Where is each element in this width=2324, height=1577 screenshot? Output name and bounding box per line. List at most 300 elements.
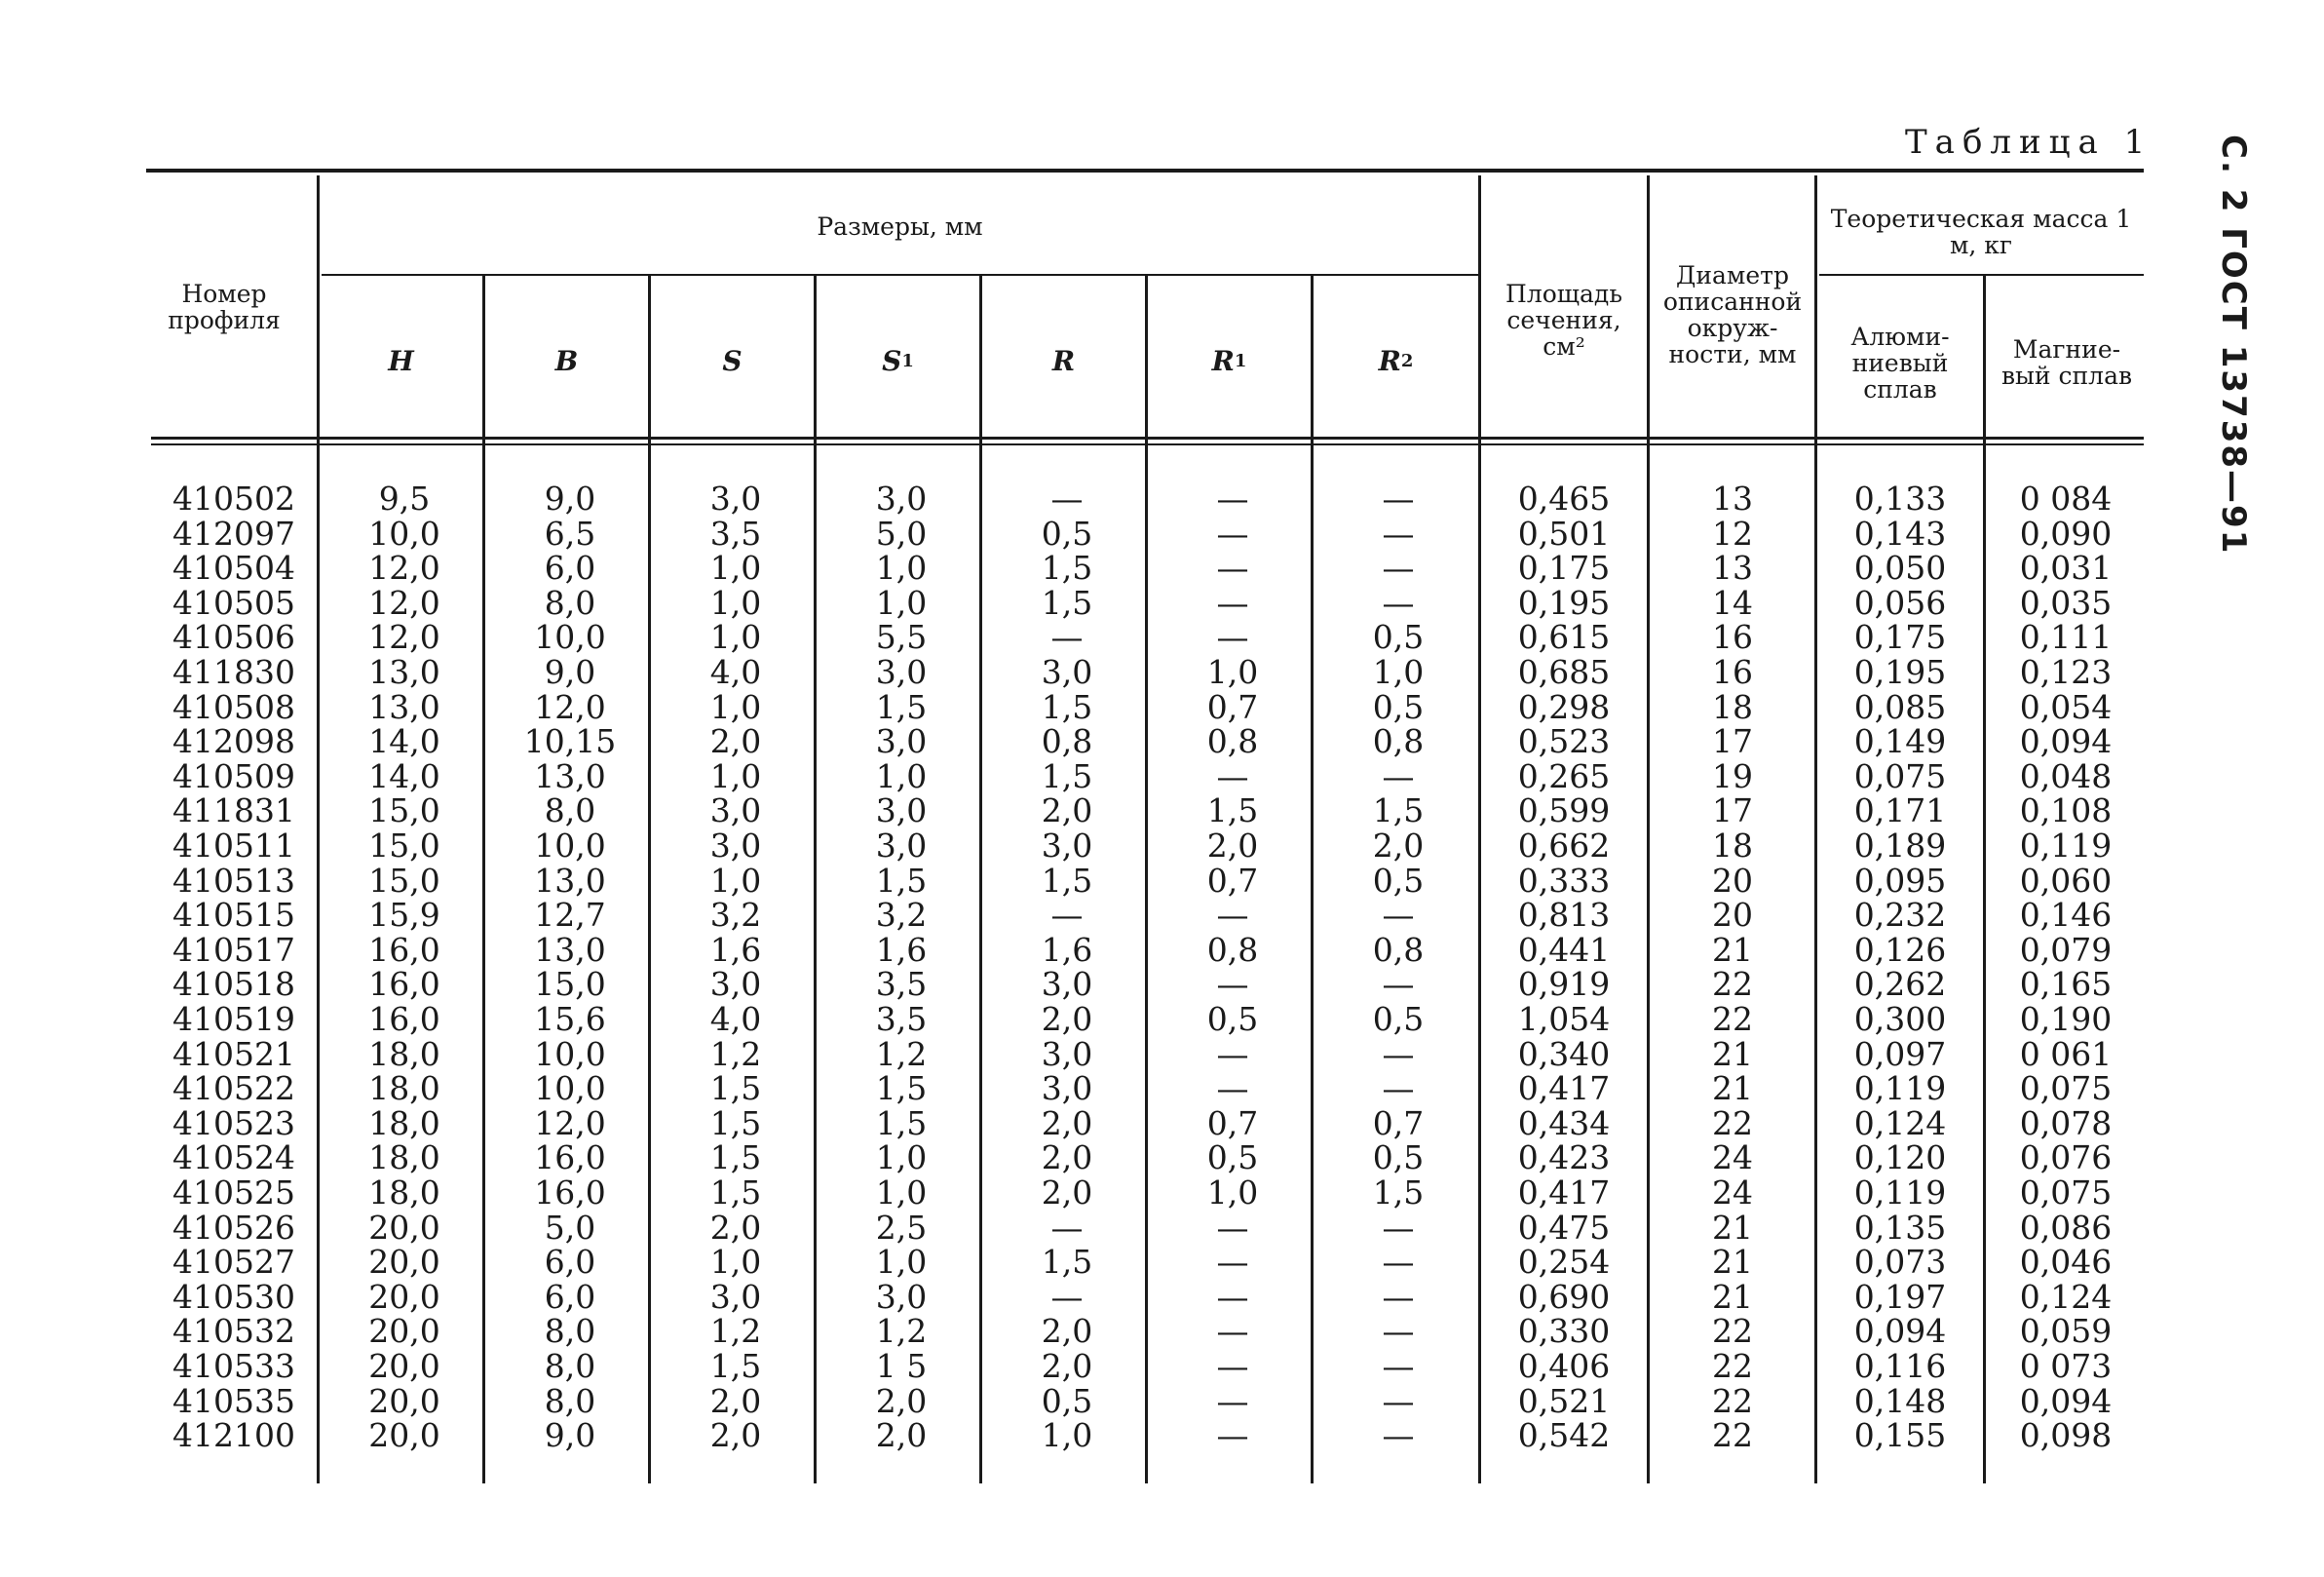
cell-aluminum: 0,197 xyxy=(1853,1277,1947,1316)
cell-aluminum: 0,133 xyxy=(1853,480,1947,518)
cell-magnesium: 0,031 xyxy=(2019,549,2113,588)
cell-s: 1,0 xyxy=(709,618,762,657)
header-area: Площадь сечения, см² xyxy=(1505,279,1622,361)
cell-area: 0,685 xyxy=(1517,653,1611,691)
cell-s1: 3,5 xyxy=(875,965,928,1004)
cell-r1: 1,5 xyxy=(1206,791,1259,830)
cell-area: 0,441 xyxy=(1517,930,1611,969)
cell-r: — xyxy=(1050,896,1084,935)
cell-s: 1,0 xyxy=(709,687,762,726)
cell-r2: — xyxy=(1382,480,1415,518)
cell-b: 10,0 xyxy=(534,827,606,865)
column-divider xyxy=(1311,276,1314,1483)
cell-s: 2,0 xyxy=(709,722,762,761)
cell-magnesium: 0 073 xyxy=(2019,1347,2113,1385)
cell-r2: 0,5 xyxy=(1372,861,1425,900)
cell-h: 14,0 xyxy=(368,722,440,761)
cell-s: 2,0 xyxy=(709,1381,762,1420)
cell-r: 2,0 xyxy=(1041,1000,1093,1038)
cell-s1: 1 5 xyxy=(875,1347,928,1385)
cell-r: 1,5 xyxy=(1041,861,1093,900)
cell-r: 2,0 xyxy=(1041,1312,1093,1351)
cell-s: 1,6 xyxy=(709,930,762,969)
cell-r: 1,5 xyxy=(1041,583,1093,622)
cell-b: 10,0 xyxy=(534,1069,606,1108)
cell-aluminum: 0,189 xyxy=(1853,827,1947,865)
header-diameter: Диаметр описанной окруж-ности, мм xyxy=(1662,260,1803,368)
cell-area: 0,340 xyxy=(1517,1034,1611,1073)
cell-magnesium: 0,094 xyxy=(2019,1381,2113,1420)
column-divider xyxy=(814,276,817,1483)
cell-area: 0,690 xyxy=(1517,1277,1611,1316)
cell-b: 8,0 xyxy=(544,583,596,622)
cell-s1: 1,5 xyxy=(875,1069,928,1108)
cell-profile: 410517 xyxy=(172,930,295,969)
cell-r1: — xyxy=(1216,1208,1249,1247)
cell-s1: 1,0 xyxy=(875,583,928,622)
cell-s: 1,5 xyxy=(709,1138,762,1177)
cell-b: 6,0 xyxy=(544,549,596,588)
header-magnesium: Магние-вый сплав xyxy=(2000,335,2133,390)
cell-r1: 0,7 xyxy=(1206,1103,1259,1142)
cell-r1: 1,0 xyxy=(1206,1173,1259,1212)
cell-r2: 0,5 xyxy=(1372,1138,1425,1177)
cell-magnesium: 0,054 xyxy=(2019,687,2113,726)
header-R1-symbol: R xyxy=(1211,344,1235,377)
cell-profile: 410519 xyxy=(172,1000,295,1038)
cell-r2: — xyxy=(1382,1277,1415,1316)
cell-h: 20,0 xyxy=(368,1381,440,1420)
cell-aluminum: 0,195 xyxy=(1853,653,1947,691)
cell-r2: — xyxy=(1382,1208,1415,1247)
cell-diameter: 20 xyxy=(1712,861,1753,900)
cell-r1: — xyxy=(1216,1277,1249,1316)
cell-h: 20,0 xyxy=(368,1312,440,1351)
header-R2-symbol: R xyxy=(1378,344,1401,377)
cell-s: 4,0 xyxy=(709,1000,762,1038)
cell-s1: 3,0 xyxy=(875,480,928,518)
header-R2 xyxy=(1314,341,1478,380)
cell-diameter: 21 xyxy=(1712,1277,1753,1316)
cell-diameter: 22 xyxy=(1712,1381,1753,1420)
cell-h: 14,0 xyxy=(368,756,440,795)
cell-diameter: 13 xyxy=(1712,549,1753,588)
cell-profile: 410530 xyxy=(172,1277,295,1316)
cell-b: 6,0 xyxy=(544,1277,596,1316)
cell-magnesium: 0,086 xyxy=(2019,1208,2113,1247)
cell-diameter: 16 xyxy=(1712,653,1753,691)
cell-r2: 1,5 xyxy=(1372,1173,1425,1212)
cell-s: 1,5 xyxy=(709,1347,762,1385)
cell-b: 13,0 xyxy=(534,861,606,900)
cell-s: 1,0 xyxy=(709,1243,762,1282)
cell-aluminum: 0,120 xyxy=(1853,1138,1947,1177)
page-header: С. 2 ГОСТ 13738—91 xyxy=(2214,135,2253,556)
cell-area: 1,054 xyxy=(1517,1000,1611,1038)
cell-r: 1,5 xyxy=(1041,756,1093,795)
cell-r: 2,0 xyxy=(1041,1138,1093,1177)
cell-r2: — xyxy=(1382,1034,1415,1073)
cell-r: 3,0 xyxy=(1041,653,1093,691)
cell-r1: 0,7 xyxy=(1206,861,1259,900)
cell-magnesium: 0 084 xyxy=(2019,480,2113,518)
cell-r1: — xyxy=(1216,549,1249,588)
cell-r2: — xyxy=(1382,549,1415,588)
column-divider xyxy=(1145,276,1148,1483)
cell-h: 16,0 xyxy=(368,930,440,969)
cell-profile: 410515 xyxy=(172,896,295,935)
cell-s: 1,2 xyxy=(709,1034,762,1073)
cell-aluminum: 0,095 xyxy=(1853,861,1947,900)
cell-area: 0,265 xyxy=(1517,756,1611,795)
column-divider xyxy=(1647,175,1650,1483)
cell-area: 0,662 xyxy=(1517,827,1611,865)
cell-r1: — xyxy=(1216,1347,1249,1385)
cell-s: 3,0 xyxy=(709,965,762,1004)
cell-s: 1,5 xyxy=(709,1103,762,1142)
cell-r1: — xyxy=(1216,965,1249,1004)
cell-area: 0,298 xyxy=(1517,687,1611,726)
cell-area: 0,523 xyxy=(1517,722,1611,761)
cell-profile: 410518 xyxy=(172,965,295,1004)
cell-s1: 1,5 xyxy=(875,1103,928,1142)
cell-r2: — xyxy=(1382,514,1415,553)
cell-r2: 1,5 xyxy=(1372,791,1425,830)
cell-magnesium: 0,090 xyxy=(2019,514,2113,553)
cell-b: 10,0 xyxy=(534,1034,606,1073)
cell-magnesium: 0,190 xyxy=(2019,1000,2113,1038)
cell-profile: 412100 xyxy=(172,1416,295,1455)
cell-s1: 1,0 xyxy=(875,1243,928,1282)
cell-r: 3,0 xyxy=(1041,965,1093,1004)
cell-r: — xyxy=(1050,618,1084,657)
cell-magnesium: 0,075 xyxy=(2019,1069,2113,1108)
cell-r: 2,0 xyxy=(1041,1103,1093,1142)
cell-b: 9,0 xyxy=(544,480,596,518)
cell-diameter: 12 xyxy=(1712,514,1753,553)
cell-diameter: 21 xyxy=(1712,1208,1753,1247)
cell-h: 18,0 xyxy=(368,1034,440,1073)
cell-aluminum: 0,094 xyxy=(1853,1312,1947,1351)
cell-b: 6,0 xyxy=(544,1243,596,1282)
cell-r: 2,0 xyxy=(1041,791,1093,830)
cell-s1: 1,0 xyxy=(875,1173,928,1212)
cell-s: 1,0 xyxy=(709,583,762,622)
table-top-rule xyxy=(146,169,2144,173)
cell-s1: 1,0 xyxy=(875,756,928,795)
cell-r2: — xyxy=(1382,1347,1415,1385)
cell-diameter: 21 xyxy=(1712,1034,1753,1073)
cell-s: 3,0 xyxy=(709,480,762,518)
cell-diameter: 20 xyxy=(1712,896,1753,935)
cell-magnesium: 0,165 xyxy=(2019,965,2113,1004)
cell-s: 3,5 xyxy=(709,514,762,553)
cell-magnesium: 0,046 xyxy=(2019,1243,2113,1282)
cell-h: 13,0 xyxy=(368,653,440,691)
cell-r1: 0,7 xyxy=(1206,687,1259,726)
cell-aluminum: 0,300 xyxy=(1853,1000,1947,1038)
cell-b: 16,0 xyxy=(534,1138,606,1177)
cell-profile: 410506 xyxy=(172,618,295,657)
cell-b: 15,0 xyxy=(534,965,606,1004)
cell-r: 1,0 xyxy=(1041,1416,1093,1455)
cell-aluminum: 0,119 xyxy=(1853,1173,1947,1212)
cell-s: 3,2 xyxy=(709,896,762,935)
cell-magnesium: 0,098 xyxy=(2019,1416,2113,1455)
column-divider xyxy=(1983,276,1986,1483)
cell-diameter: 22 xyxy=(1712,1312,1753,1351)
cell-aluminum: 0,050 xyxy=(1853,549,1947,588)
cell-profile: 410527 xyxy=(172,1243,295,1282)
cell-diameter: 18 xyxy=(1712,687,1753,726)
cell-magnesium: 0,076 xyxy=(2019,1138,2113,1177)
cell-s1: 3,0 xyxy=(875,722,928,761)
cell-r2: — xyxy=(1382,583,1415,622)
cell-area: 0,417 xyxy=(1517,1173,1611,1212)
cell-r1: — xyxy=(1216,480,1249,518)
cell-area: 0,542 xyxy=(1517,1416,1611,1455)
cell-r: — xyxy=(1050,480,1084,518)
cell-profile: 410521 xyxy=(172,1034,295,1073)
cell-magnesium: 0,111 xyxy=(2019,618,2113,657)
cell-aluminum: 0,075 xyxy=(1853,756,1947,795)
cell-aluminum: 0,126 xyxy=(1853,930,1947,969)
cell-b: 6,5 xyxy=(544,514,596,553)
cell-s1: 1,0 xyxy=(875,549,928,588)
cell-diameter: 21 xyxy=(1712,1069,1753,1108)
cell-aluminum: 0,135 xyxy=(1853,1208,1947,1247)
mass-rule xyxy=(1819,274,2144,276)
cell-r1: — xyxy=(1216,1312,1249,1351)
cell-magnesium: 0,079 xyxy=(2019,930,2113,969)
cell-magnesium: 0 061 xyxy=(2019,1034,2113,1073)
cell-s1: 3,0 xyxy=(875,791,928,830)
cell-profile: 410522 xyxy=(172,1069,295,1108)
cell-s1: 5,0 xyxy=(875,514,928,553)
cell-b: 8,0 xyxy=(544,1347,596,1385)
header-B: B xyxy=(554,344,579,377)
cell-r2: 2,0 xyxy=(1372,827,1425,865)
cell-area: 0,195 xyxy=(1517,583,1611,622)
cell-magnesium: 0,059 xyxy=(2019,1312,2113,1351)
cell-area: 0,333 xyxy=(1517,861,1611,900)
cell-s: 1,5 xyxy=(709,1069,762,1108)
cell-profile: 410525 xyxy=(172,1173,295,1212)
cell-s1: 1,2 xyxy=(875,1312,928,1351)
cell-h: 16,0 xyxy=(368,1000,440,1038)
header-S: S xyxy=(722,344,743,377)
cell-profile: 410523 xyxy=(172,1103,295,1142)
cell-profile: 410511 xyxy=(172,827,295,865)
cell-r1: — xyxy=(1216,756,1249,795)
cell-magnesium: 0,124 xyxy=(2019,1277,2113,1316)
cell-r2: 0,5 xyxy=(1372,618,1425,657)
cell-r1: 2,0 xyxy=(1206,827,1259,865)
cell-s1: 1,5 xyxy=(875,861,928,900)
cell-s1: 3,5 xyxy=(875,1000,928,1038)
cell-profile: 410533 xyxy=(172,1347,295,1385)
cell-diameter: 17 xyxy=(1712,791,1753,830)
cell-b: 12,0 xyxy=(534,1103,606,1142)
column-divider xyxy=(648,276,651,1483)
cell-b: 10,15 xyxy=(523,722,617,761)
cell-diameter: 21 xyxy=(1712,930,1753,969)
cell-s: 2,0 xyxy=(709,1416,762,1455)
cell-area: 0,615 xyxy=(1517,618,1611,657)
cell-s: 3,0 xyxy=(709,791,762,830)
cell-s1: 2,0 xyxy=(875,1381,928,1420)
cell-aluminum: 0,085 xyxy=(1853,687,1947,726)
cell-r: — xyxy=(1050,1208,1084,1247)
cell-r: 3,0 xyxy=(1041,1069,1093,1108)
cell-aluminum: 0,143 xyxy=(1853,514,1947,553)
cell-magnesium: 0,048 xyxy=(2019,756,2113,795)
cell-r: 1,5 xyxy=(1041,1243,1093,1282)
cell-r: 1,5 xyxy=(1041,687,1093,726)
header-S1-symbol: S xyxy=(882,344,902,377)
cell-r2: — xyxy=(1382,1416,1415,1455)
cell-aluminum: 0,155 xyxy=(1853,1416,1947,1455)
cell-r: 3,0 xyxy=(1041,827,1093,865)
column-divider xyxy=(1478,175,1481,1483)
cell-magnesium: 0,119 xyxy=(2019,827,2113,865)
cell-r2: — xyxy=(1382,1069,1415,1108)
cell-r: 0,8 xyxy=(1041,722,1093,761)
cell-h: 20,0 xyxy=(368,1277,440,1316)
cell-b: 13,0 xyxy=(534,930,606,969)
cell-h: 18,0 xyxy=(368,1173,440,1212)
cell-s: 3,0 xyxy=(709,827,762,865)
cell-r1: 0,5 xyxy=(1206,1138,1259,1177)
cell-s1: 1,0 xyxy=(875,1138,928,1177)
cell-profile: 410504 xyxy=(172,549,295,588)
cell-r1: — xyxy=(1216,618,1249,657)
cell-s1: 3,0 xyxy=(875,653,928,691)
cell-aluminum: 0,073 xyxy=(1853,1243,1947,1282)
cell-r2: 1,0 xyxy=(1372,653,1425,691)
cell-s1: 3,0 xyxy=(875,1277,928,1316)
cell-r2: 0,8 xyxy=(1372,722,1425,761)
cell-h: 12,0 xyxy=(368,583,440,622)
cell-h: 15,0 xyxy=(368,827,440,865)
cell-magnesium: 0,108 xyxy=(2019,791,2113,830)
cell-aluminum: 0,148 xyxy=(1853,1381,1947,1420)
cell-h: 13,0 xyxy=(368,687,440,726)
cell-r1: — xyxy=(1216,1034,1249,1073)
cell-magnesium: 0,035 xyxy=(2019,583,2113,622)
cell-area: 0,175 xyxy=(1517,549,1611,588)
dimensions-rule xyxy=(322,274,1481,276)
cell-area: 0,475 xyxy=(1517,1208,1611,1247)
cell-b: 9,0 xyxy=(544,653,596,691)
cell-area: 0,434 xyxy=(1517,1103,1611,1142)
cell-h: 15,9 xyxy=(368,896,440,935)
cell-area: 0,599 xyxy=(1517,791,1611,830)
header-R: R xyxy=(1051,344,1076,377)
cell-aluminum: 0,116 xyxy=(1853,1347,1947,1385)
header-profile-number: Номер профиля xyxy=(168,280,281,334)
cell-s: 1,0 xyxy=(709,861,762,900)
cell-r: 3,0 xyxy=(1041,1034,1093,1073)
cell-b: 16,0 xyxy=(534,1173,606,1212)
cell-r1: — xyxy=(1216,1416,1249,1455)
cell-s1: 3,0 xyxy=(875,827,928,865)
cell-s: 2,0 xyxy=(709,1208,762,1247)
cell-r1: — xyxy=(1216,1069,1249,1108)
cell-profile: 412098 xyxy=(172,722,295,761)
cell-s: 1,5 xyxy=(709,1173,762,1212)
cell-h: 12,0 xyxy=(368,618,440,657)
cell-aluminum: 0,262 xyxy=(1853,965,1947,1004)
cell-s1: 2,0 xyxy=(875,1416,928,1455)
cell-diameter: 24 xyxy=(1712,1173,1753,1212)
cell-r: — xyxy=(1050,1277,1084,1316)
header-H: H xyxy=(388,344,414,377)
cell-diameter: 22 xyxy=(1712,1103,1753,1142)
cell-s: 1,0 xyxy=(709,549,762,588)
cell-diameter: 17 xyxy=(1712,722,1753,761)
cell-area: 0,919 xyxy=(1517,965,1611,1004)
cell-aluminum: 0,175 xyxy=(1853,618,1947,657)
cell-h: 20,0 xyxy=(368,1416,440,1455)
cell-h: 10,0 xyxy=(368,514,440,553)
cell-r1: — xyxy=(1216,1381,1249,1420)
cell-b: 15,6 xyxy=(534,1000,606,1038)
cell-h: 18,0 xyxy=(368,1138,440,1177)
cell-area: 0,813 xyxy=(1517,896,1611,935)
cell-aluminum: 0,149 xyxy=(1853,722,1947,761)
cell-magnesium: 0,094 xyxy=(2019,722,2113,761)
cell-s: 1,2 xyxy=(709,1312,762,1351)
cell-s1: 1,5 xyxy=(875,687,928,726)
cell-aluminum: 0,171 xyxy=(1853,791,1947,830)
cell-diameter: 22 xyxy=(1712,1347,1753,1385)
cell-h: 20,0 xyxy=(368,1208,440,1247)
header-S1-subscript: 1 xyxy=(901,350,914,371)
cell-r1: — xyxy=(1216,1243,1249,1282)
cell-s1: 3,2 xyxy=(875,896,928,935)
cell-h: 12,0 xyxy=(368,549,440,588)
cell-b: 10,0 xyxy=(534,618,606,657)
table-label: Таблица 1 xyxy=(1905,123,2153,162)
cell-profile: 410509 xyxy=(172,756,295,795)
header-aluminum: Алюми-ниевый сплав xyxy=(1850,322,1950,404)
cell-profile: 410532 xyxy=(172,1312,295,1351)
cell-b: 8,0 xyxy=(544,1381,596,1420)
cell-profile: 412097 xyxy=(172,514,295,553)
header-S1 xyxy=(817,341,979,380)
cell-b: 5,0 xyxy=(544,1208,596,1247)
cell-r2: — xyxy=(1382,756,1415,795)
cell-r1: 0,5 xyxy=(1206,1000,1259,1038)
cell-b: 8,0 xyxy=(544,791,596,830)
cell-r: 0,5 xyxy=(1041,514,1093,553)
cell-h: 18,0 xyxy=(368,1103,440,1142)
cell-h: 16,0 xyxy=(368,965,440,1004)
cell-r: 0,5 xyxy=(1041,1381,1093,1420)
cell-aluminum: 0,097 xyxy=(1853,1034,1947,1073)
cell-diameter: 18 xyxy=(1712,827,1753,865)
column-divider xyxy=(979,276,982,1483)
cell-diameter: 24 xyxy=(1712,1138,1753,1177)
cell-profile: 410513 xyxy=(172,861,295,900)
cell-magnesium: 0,146 xyxy=(2019,896,2113,935)
cell-s1: 1,6 xyxy=(875,930,928,969)
cell-r2: 0,5 xyxy=(1372,687,1425,726)
cell-area: 0,254 xyxy=(1517,1243,1611,1282)
cell-aluminum: 0,232 xyxy=(1853,896,1947,935)
cell-diameter: 22 xyxy=(1712,1416,1753,1455)
